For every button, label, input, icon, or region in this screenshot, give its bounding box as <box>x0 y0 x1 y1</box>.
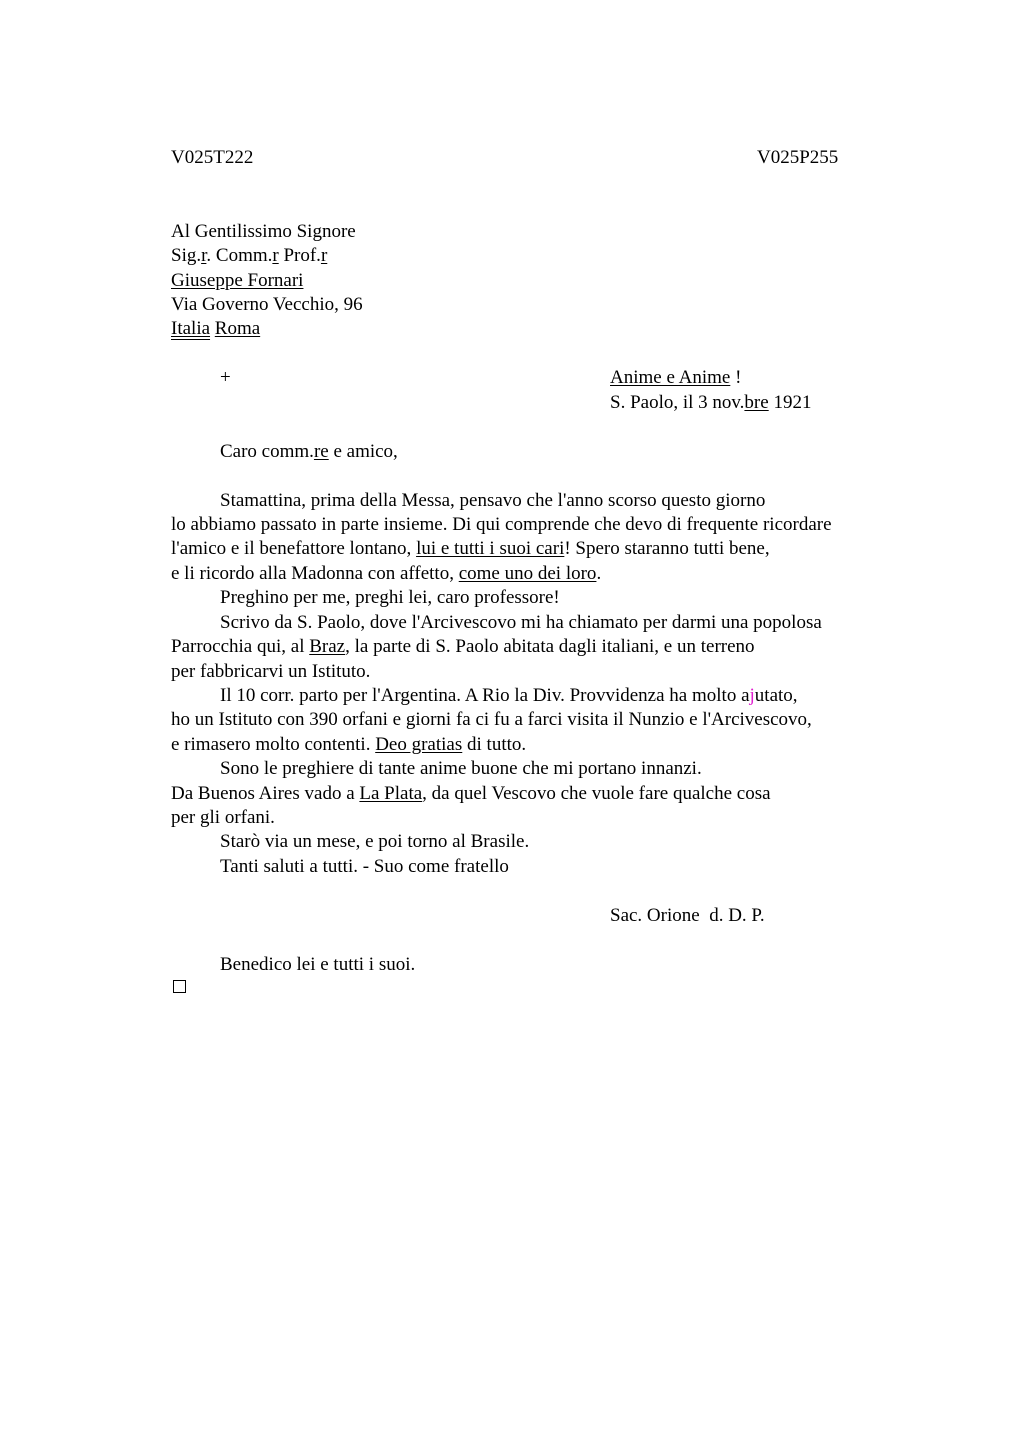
dateline: S. Paolo, il 3 nov.bre 1921 <box>610 392 812 413</box>
salutation: Caro comm.re e amico, <box>220 441 398 462</box>
body-line: Parrocchia qui, al Braz, la parte di S. Paolo abitata dagli italiani, e un terreno <box>171 636 755 657</box>
body-line: e li ricordo alla Madonna con affetto, come uno dei loro. <box>171 563 602 584</box>
postscript: Benedico lei e tutti i suoi. <box>220 954 416 975</box>
address-line-1: Al Gentilissimo Signore <box>171 221 356 242</box>
body-line: l'amico e il benefattore lontano, lui e tutti i suoi cari! Spero staranno tutti bene, <box>171 538 770 559</box>
body-line: Sono le preghiere di tante anime buone che mi portano innanzi. <box>220 758 702 779</box>
recipient-name: Giuseppe Fornari <box>171 270 304 291</box>
body-line: Da Buenos Aires vado a La Plata, da quel Vescovo che vuole fare qualche cosa <box>171 783 771 804</box>
body-line: ho un Istituto con 390 orfani e giorni fa ci fu a farci visita il Nunzio e l'Arcivescovo, <box>171 709 812 730</box>
signature: Sac. Orione d. D. P. <box>610 905 765 926</box>
body-line: lo abbiamo passato in parte insieme. Di qui comprende che devo di frequente ricordare <box>171 514 832 535</box>
cross-mark: + <box>220 367 231 388</box>
body-line: Stamattina, prima della Messa, pensavo che l'anno scorso questo giorno <box>220 490 766 511</box>
body-line: Tanti saluti a tutti. - Suo come fratello <box>220 856 509 877</box>
body-line: e rimasero molto contenti. Deo gratias di tutto. <box>171 734 527 755</box>
body-line: Starò via un mese, e poi torno al Brasile. <box>220 831 530 852</box>
recipient-country-city <box>171 317 260 341</box>
document-code-right: V025P255 <box>757 147 839 168</box>
recipient-city: Roma <box>214 318 261 339</box>
body-line: per gli orfani. <box>171 807 275 828</box>
body-line: per fabbricarvi un Istituto. <box>171 661 371 682</box>
motto: Anime e Anime ! <box>610 367 742 388</box>
address-line-2: Sig.r. Comm.r Prof.r <box>171 245 328 266</box>
empty-box-glyph <box>173 980 186 993</box>
recipient-country: Italia <box>171 318 211 339</box>
body-line: Il 10 corr. parto per l'Argentina. A Rio la Div. Provvidenza ha molto ajutato, <box>220 685 798 706</box>
body-line: Scrivo da S. Paolo, dove l'Arcivescovo mi ha chiamato per darmi una popolosa <box>220 612 822 633</box>
document-code-left: V025T222 <box>171 147 254 168</box>
recipient-street: Via Governo Vecchio, 96 <box>171 294 363 315</box>
body-line: Preghino per me, preghi lei, caro professore! <box>220 587 560 608</box>
